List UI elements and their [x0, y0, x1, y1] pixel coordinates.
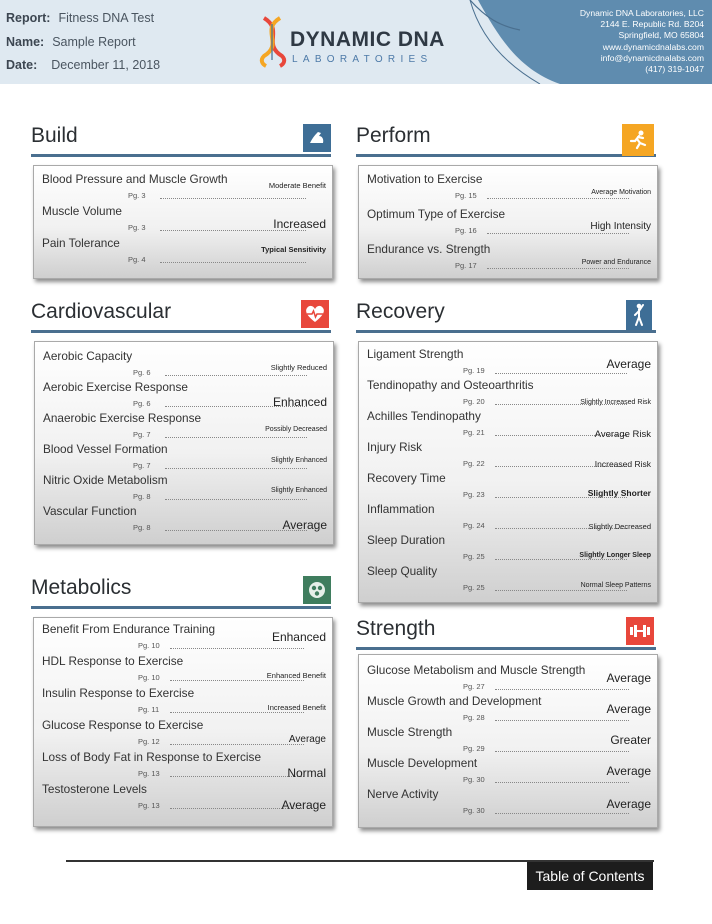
toc-item-page: Pg. 25 [463, 552, 485, 561]
toc-item-page: Pg. 6 [133, 368, 151, 377]
section-rule [356, 647, 656, 650]
dot-leader [170, 680, 304, 681]
toc-item-name: Motivation to Exercise [367, 172, 483, 186]
toc-row [367, 172, 651, 207]
dumbbell-icon [626, 617, 654, 645]
toc-item-result: Slightly Increased Risk [580, 399, 651, 406]
report-header [0, 0, 712, 84]
toc-row [367, 409, 651, 440]
toc-item-name: Muscle Development [367, 756, 478, 770]
address-line-2: Springfield, MO 65804 [618, 30, 704, 41]
runner-icon [622, 124, 654, 156]
toc-item-page: Pg. 22 [463, 459, 485, 468]
toc-row [42, 718, 326, 750]
toc-item-result: Average Motivation [591, 189, 651, 196]
toc-row [43, 380, 327, 411]
toc-item-page: Pg. 10 [138, 673, 160, 682]
toc-item-result: Slightly Enhanced [270, 457, 327, 464]
toc-item-result: Normal [287, 766, 326, 780]
toc-row [367, 378, 651, 409]
dot-leader [170, 776, 304, 777]
cells-icon [303, 576, 331, 604]
toc-item-result: Power and Endurance [581, 259, 651, 266]
toc-item-result: Average [281, 798, 326, 812]
contact-info [580, 8, 704, 75]
toc-item-result: Average Risk [594, 429, 651, 440]
toc-row [42, 686, 326, 718]
toc-item-result: Possibly Decreased [265, 426, 327, 433]
toc-item-result: Average [606, 357, 651, 371]
toc-row [367, 564, 651, 595]
company-name: Dynamic DNA Laboratories, LLC [579, 8, 704, 18]
toc-item-page: Pg. 7 [133, 461, 151, 470]
section-rule [356, 154, 656, 157]
toc-item-page: Pg. 3 [128, 223, 146, 232]
dot-leader [495, 720, 629, 721]
toc-row [367, 787, 651, 818]
address-line-1: 2144 E. Republic Rd. B204 [600, 19, 704, 30]
toc-item-page: Pg. 19 [463, 366, 485, 375]
date-value: December 11, 2018 [51, 58, 161, 72]
dot-leader [160, 262, 306, 263]
toc-item-result: Slightly Shorter [587, 488, 651, 498]
dot-leader [487, 233, 629, 234]
toc-item-name: Optimum Type of Exercise [367, 207, 506, 221]
dot-leader [165, 499, 307, 500]
toc-item-result: Average [606, 671, 651, 685]
toc-item-page: Pg. 30 [463, 775, 485, 784]
toc-item-page: Pg. 4 [128, 255, 146, 264]
toc-item-result: Moderate Benefit [268, 181, 326, 190]
toc-row [367, 725, 651, 756]
toc-row [42, 750, 326, 782]
toc-item-name: Sleep Duration [367, 533, 446, 547]
toc-item-result: High Intensity [590, 221, 651, 232]
dna-helix-icon [258, 16, 288, 68]
report-value: Fitness DNA Test [58, 11, 155, 25]
logo-title: DYNAMIC DNA [290, 28, 445, 51]
toc-item-result: Increased [273, 217, 326, 231]
toc-item-page: Pg. 17 [455, 261, 477, 270]
toc-item-result: Enhanced [271, 630, 326, 644]
card-metabolics [33, 617, 333, 827]
toc-item-page: Pg. 10 [138, 641, 160, 650]
card-strength [358, 654, 658, 828]
toc-item-name: Inflammation [367, 502, 435, 516]
section-rule [356, 330, 656, 333]
toc-row [367, 694, 651, 725]
toc-item-name: Muscle Volume [42, 204, 122, 218]
date-label: Date: [6, 58, 38, 72]
toc-item-page: Pg. 11 [138, 705, 160, 714]
toc-row [42, 172, 326, 204]
logo-subtitle: LABORATORIES [292, 54, 433, 65]
card-build [33, 165, 333, 279]
toc-item-result: Typical Sensitivity [261, 245, 326, 254]
dot-leader [495, 373, 627, 374]
dot-leader [165, 375, 307, 376]
toc-row [43, 411, 327, 442]
toc-item-result: Enhanced [272, 395, 327, 409]
toc-item-name: Recovery Time [367, 471, 446, 485]
dot-leader [170, 648, 304, 649]
dot-leader [495, 751, 629, 752]
dot-leader [495, 590, 627, 591]
toc-item-name: Ligament Strength [367, 347, 464, 361]
toc-item-result: Average [288, 734, 326, 745]
toc-item-page: Pg. 6 [133, 399, 151, 408]
toc-row [367, 471, 651, 502]
toc-item-page: Pg. 16 [455, 226, 477, 235]
toc-item-name: Glucose Response to Exercise [42, 718, 204, 732]
toc-item-page: Pg. 27 [463, 682, 485, 691]
toc-item-name: Injury Risk [367, 440, 423, 454]
toc-item-name: Benefit From Endurance Training [42, 622, 216, 636]
toc-item-result: Slightly Longer Sleep [579, 552, 651, 559]
heart-pulse-icon [301, 300, 329, 328]
toc-item-result: Slightly Decreased [588, 522, 651, 531]
section-rule [31, 606, 331, 609]
toc-row [42, 236, 326, 268]
toc-item-result: Enhanced Benefit [266, 671, 326, 680]
toc-item-name: Aerobic Exercise Response [43, 380, 188, 394]
dot-leader [487, 198, 629, 199]
dot-leader [495, 689, 629, 690]
toc-item-page: Pg. 13 [138, 801, 160, 810]
toc-item-name: Vascular Function [43, 504, 137, 518]
toc-row [43, 442, 327, 473]
toc-item-result: Average [606, 764, 651, 778]
toc-item-result: Slightly Enhanced [270, 487, 327, 494]
toc-item-page: Pg. 15 [455, 191, 477, 200]
toc-item-name: Tendinopathy and Osteoarthritis [367, 378, 534, 392]
toc-item-page: Pg. 21 [463, 428, 485, 437]
toc-item-page: Pg. 12 [138, 737, 160, 746]
table-of-contents-label: Table of Contents [527, 862, 653, 890]
toc-item-page: Pg. 30 [463, 806, 485, 815]
section-title: Metabolics [31, 576, 132, 599]
toc-row [367, 207, 651, 242]
toc-item-result: Average [606, 702, 651, 716]
toc-item-name: Anaerobic Exercise Response [43, 411, 202, 425]
company-logo [258, 14, 458, 70]
stretching-person-icon [626, 300, 652, 330]
toc-item-name: Blood Pressure and Muscle Growth [42, 172, 228, 186]
toc-item-result: Increased Benefit [267, 703, 326, 712]
toc-item-name: Pain Tolerance [42, 236, 120, 250]
dot-leader [487, 268, 629, 269]
toc-item-page: Pg. 25 [463, 583, 485, 592]
toc-item-result: Average [282, 518, 327, 532]
toc-item-result: Normal Sleep Patterns [580, 582, 651, 589]
toc-item-name: Sleep Quality [367, 564, 438, 578]
toc-item-result: Slightly Reduced [270, 363, 327, 372]
report-field [6, 11, 154, 25]
name-field [6, 35, 136, 49]
section-title: Recovery [356, 300, 445, 323]
toc-item-name: Blood Vessel Formation [43, 442, 168, 456]
toc-row [42, 782, 326, 814]
card-cardiovascular [34, 341, 334, 545]
dot-leader [495, 782, 629, 783]
toc-item-name: Nerve Activity [367, 787, 439, 801]
toc-item-page: Pg. 13 [138, 769, 160, 778]
toc-item-page: Pg. 23 [463, 490, 485, 499]
toc-item-page: Pg. 29 [463, 744, 485, 753]
toc-row [43, 504, 327, 535]
toc-item-name: Aerobic Capacity [43, 349, 133, 363]
toc-row [42, 622, 326, 654]
dot-leader [165, 468, 307, 469]
section-rule [31, 154, 331, 157]
toc-row [367, 533, 651, 564]
dot-leader [495, 559, 627, 560]
toc-item-name: Achilles Tendinopathy [367, 409, 481, 423]
dot-leader [165, 437, 307, 438]
report-label: Report: [6, 11, 51, 25]
toc-row [367, 663, 651, 694]
toc-item-name: Nitric Oxide Metabolism [43, 473, 168, 487]
dot-leader [170, 712, 304, 713]
section-title: Cardiovascular [31, 300, 172, 323]
toc-item-result: Average [606, 797, 651, 811]
toc-item-page: Pg. 28 [463, 713, 485, 722]
toc-item-page: Pg. 8 [133, 523, 151, 532]
toc-item-result: Increased Risk [594, 459, 651, 469]
card-recovery [358, 341, 658, 603]
toc-row [43, 473, 327, 504]
toc-item-page: Pg. 7 [133, 430, 151, 439]
toc-item-page: Pg. 20 [463, 397, 485, 406]
toc-row [367, 440, 651, 471]
toc-item-name: Glucose Metabolism and Muscle Strength [367, 663, 586, 677]
toc-item-name: Muscle Growth and Development [367, 694, 542, 708]
flexed-arm-icon [303, 124, 331, 152]
toc-item-result: Greater [610, 733, 651, 747]
date-field [6, 58, 160, 72]
toc-row [42, 204, 326, 236]
toc-row [367, 502, 651, 533]
website: www.dynamicdnalabs.com [602, 41, 704, 52]
toc-item-page: Pg. 3 [128, 191, 146, 200]
dot-leader [160, 198, 306, 199]
toc-row [367, 756, 651, 787]
toc-item-name: Muscle Strength [367, 725, 453, 739]
toc-item-name: Insulin Response to Exercise [42, 686, 195, 700]
toc-row [367, 347, 651, 378]
toc-row [43, 349, 327, 380]
card-perform [358, 165, 658, 279]
toc-row [42, 654, 326, 686]
dot-leader [495, 813, 629, 814]
name-label: Name: [6, 35, 45, 49]
toc-item-name: Loss of Body Fat in Response to Exercise [42, 750, 262, 764]
toc-item-name: HDL Response to Exercise [42, 654, 184, 668]
toc-item-name: Endurance vs. Strength [367, 242, 491, 256]
section-title: Perform [356, 124, 431, 147]
toc-item-name: Testosterone Levels [42, 782, 147, 796]
dot-leader [170, 744, 304, 745]
section-title: Strength [356, 617, 436, 640]
toc-item-page: Pg. 24 [463, 521, 485, 530]
toc-item-page: Pg. 8 [133, 492, 151, 501]
toc-row [367, 242, 651, 277]
phone: (417) 319-1047 [645, 64, 704, 75]
name-value: Sample Report [52, 35, 136, 49]
section-rule [31, 330, 331, 333]
section-title: Build [31, 124, 78, 147]
email: info@dynamicdnalabs.com [600, 52, 704, 63]
